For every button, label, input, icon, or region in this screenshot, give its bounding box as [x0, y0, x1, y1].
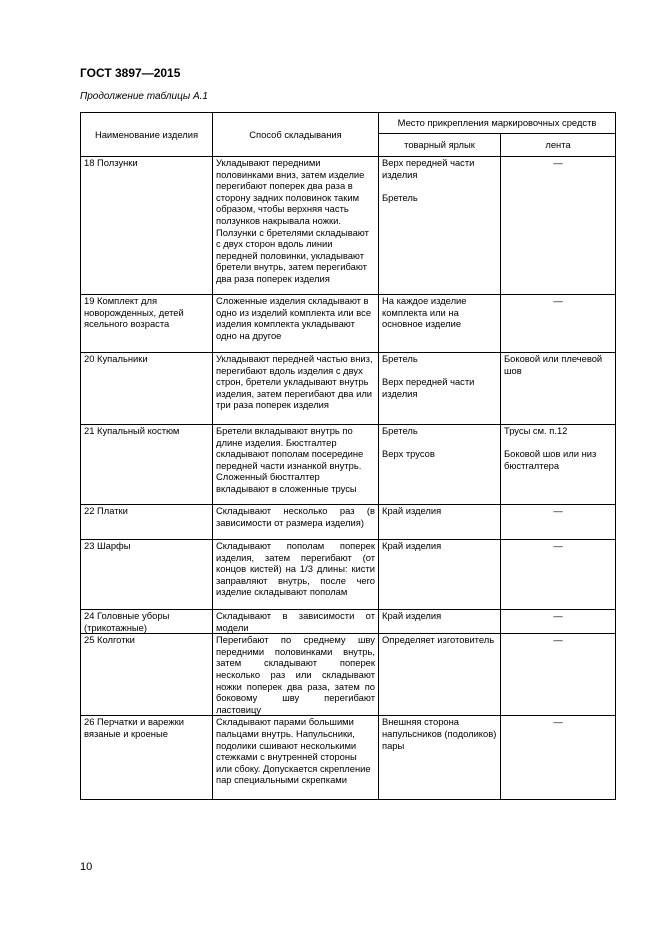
header-folding-method: Способ складывания [213, 113, 379, 157]
label-line: Верх передней части изделия [382, 157, 475, 180]
table-row [81, 295, 616, 353]
cell-tape: — [501, 505, 616, 540]
label-line: Верх передней части изделия [382, 376, 475, 399]
cell-label: Край изделия [379, 610, 501, 634]
cell-tape: — [501, 157, 616, 295]
cell-method: Складывают парами большими пальцами внутрь. Напульсники, подолики сшивают несколькими стежками с внутренней стороны или сбоку. Допускается скрепление пар специальными скрепками [213, 716, 379, 800]
cell-tape: — [501, 634, 616, 716]
header-tape: лента [501, 134, 616, 157]
cell-name: 23 Шарфы [81, 540, 213, 610]
cell-label: Край изделия [379, 505, 501, 540]
label-line: Бретель [382, 425, 418, 436]
document-code: ГОСТ 3897—2015 [80, 66, 181, 80]
cell-label [379, 353, 501, 425]
header-product-label: товарный ярлык [379, 134, 501, 157]
table-row [81, 353, 616, 425]
cell-method: Складывают пополам поперек изделия, затем перегибают (от концов кистей) на 1/3 длины: кисти заправляют внутрь, после чего изделие складывают пополам [213, 540, 379, 610]
cell-name: 19 Комплект для новорожденных, детей ясельного возраста [81, 295, 213, 353]
cell-tape: — [501, 610, 616, 634]
cell-label: Край изделия [379, 540, 501, 610]
header-marking-place: Место прикрепления маркировочных средств [379, 113, 616, 134]
table-row [81, 540, 616, 610]
cell-method: Складывают в зависимости от модели [213, 610, 379, 634]
cell-name: 18 Ползунки [81, 157, 213, 295]
header-product-name: Наименование изделия [81, 113, 213, 157]
cell-label [379, 425, 501, 505]
table-row [81, 716, 616, 800]
label-line: Бретель [382, 191, 418, 203]
cell-tape [501, 425, 616, 505]
cell-name: 21 Купальный костюм [81, 425, 213, 505]
table-row [81, 157, 616, 295]
cell-method: Укладывают передними половинками вниз, затем изделие перегибают поперек два раза в сторону задних половинок таким образом, чтобы верхняя часть ползунков накрывала ножки. Ползунки с бретелями складывают с двух сторон вдоль линии передней половинки, укладывают бретели внутрь, затем перегибают два раза поперек изделия [213, 157, 379, 295]
cell-name: 22 Платки [81, 505, 213, 540]
label-line: Бретель [382, 353, 418, 364]
cell-name: 26 Перчатки и варежки вязаные и кроеные [81, 716, 213, 800]
cell-method: Укладывают передней частью вниз, перегибают вдоль изделия с двух строн, бретели укладывают внутрь изделия, затем перегибают два или три раза поперек изделия [213, 353, 379, 425]
cell-name: 24 Головные уборы (трикотажные) [81, 610, 213, 634]
cell-label: Внешняя сторона напульсников (подоликов) пары [379, 716, 501, 800]
cell-name: 25 Колготки [81, 634, 213, 716]
cell-label [379, 157, 501, 295]
table-row [81, 610, 616, 634]
cell-name: 20 Купальники [81, 353, 213, 425]
cell-method: Перегибают по среднему шву передними половинками внутрь, затем складывают поперек несколько раз или складывают ножки поперек два раза, затем по боковому шву перегибают ластовицу [213, 634, 379, 716]
tape-line: Трусы см. п.12 [504, 425, 568, 436]
cell-tape: — [501, 295, 616, 353]
cell-method: Бретели вкладывают внутрь по длине изделия. Бюстгалтер складывают пополам посередине передней части изнанкой внутрь. Сложенный бюстгалтер вкладывают в сложенные трусы [213, 425, 379, 505]
page-number: 10 [80, 861, 93, 873]
table-row [81, 505, 616, 540]
table-row [81, 425, 616, 505]
label-line: Верх трусов [382, 448, 435, 460]
cell-tape: — [501, 716, 616, 800]
marking-table [80, 112, 616, 800]
table-row [81, 634, 616, 716]
cell-tape: Боковой или плечевой шов [501, 353, 616, 425]
cell-label: На каждое изделие комплекта или на основное изделие [379, 295, 501, 353]
cell-label: Определяет изготовитель [379, 634, 501, 716]
cell-tape: — [501, 540, 616, 610]
cell-method: Складывают несколько раз (в зависимости от размера изделия) [213, 505, 379, 540]
tape-line: Боковой шов или низ бюстгалтера [504, 448, 597, 471]
cell-method: Сложенные изделия складывают в одно из изделий комплекта или все изделия комплекта укладывают одно на другое [213, 295, 379, 353]
table-continuation-caption: Продолжение таблицы А.1 [80, 91, 208, 102]
